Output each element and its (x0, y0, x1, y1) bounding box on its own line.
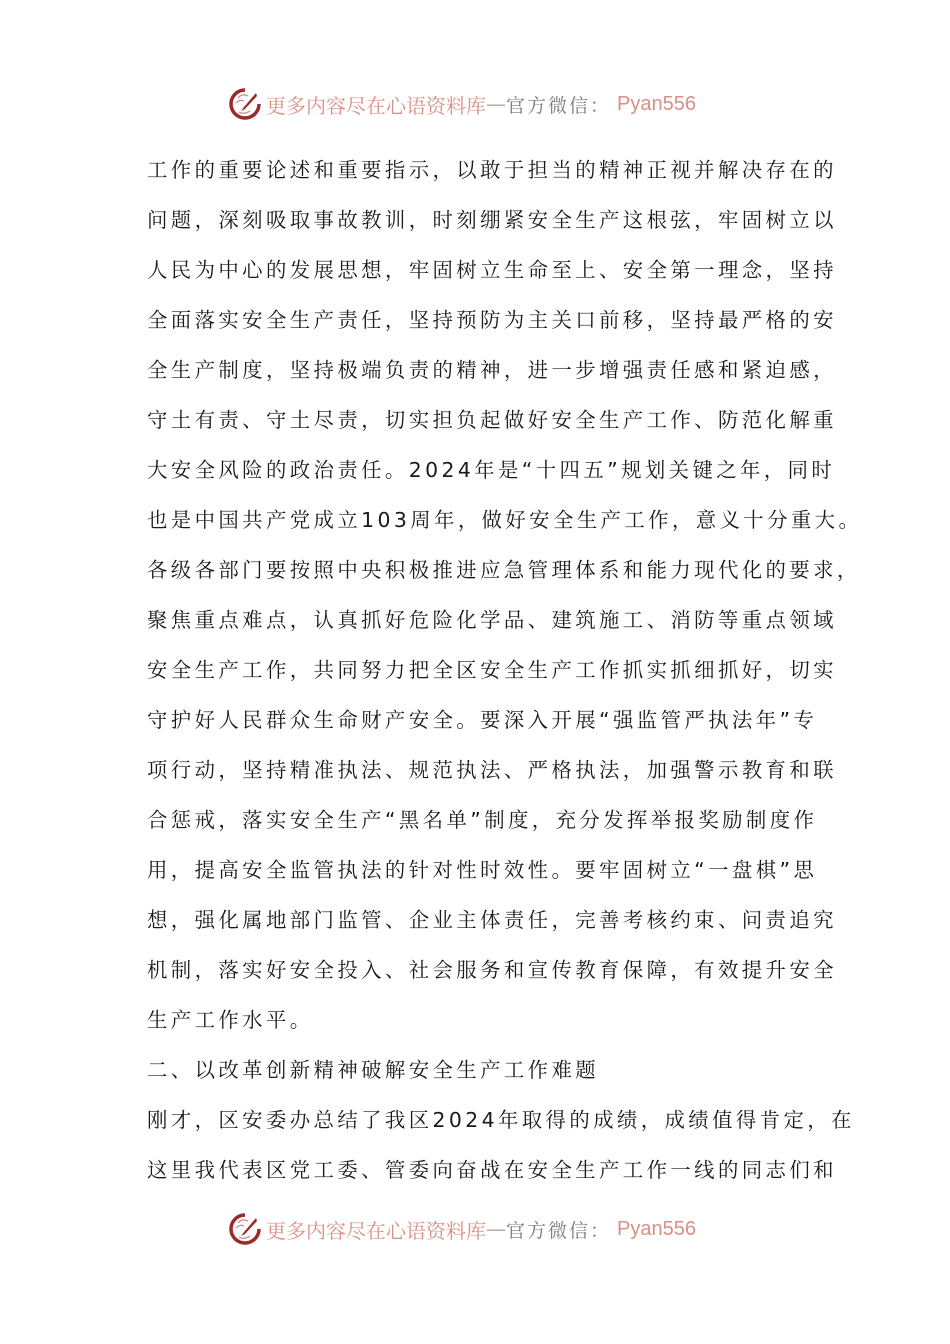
text-line: 也是中国共产党成立103周年，做好安全生产工作，意义十分重大。 (147, 508, 863, 532)
text-line: 机制，落实好安全投入、社会服务和宣传教育保障，有效提升安全 (147, 958, 837, 982)
banner-wechat-label: 官方微信： (506, 94, 612, 117)
text-line: 安全生产工作，共同努力把全区安全生产工作抓实抓细抓好，切实 (147, 658, 837, 682)
banner-main-text: 更多内容尽在心语资料库 (266, 93, 486, 118)
text-line: 合惩戒，落实安全生产“黑名单”制度，充分发挥举报奖励制度作 (147, 808, 818, 832)
banner-main-text: 更多内容尽在心语资料库 (266, 1218, 486, 1243)
text-line: 全生产制度，坚持极端负责的精神，进一步增强责任感和紧迫感， (147, 358, 837, 382)
text-line: 刚才，区安委办总结了我区2024年取得的成绩，成绩值得肯定，在 (147, 1108, 855, 1132)
text-line: 想，强化属地部门监管、企业主体责任，完善考核约束、问责追究 (147, 908, 837, 932)
banner-wechat-id: Pyan556 (617, 92, 696, 115)
header-banner (228, 84, 696, 124)
banner-dash: — (486, 92, 506, 116)
text-line: 人民为中心的发展思想，牢固树立生命至上、安全第一理念，坚持 (147, 258, 837, 282)
text-line: 生产工作水平。 (147, 1008, 314, 1032)
banner-wechat-id: Pyan556 (617, 1217, 696, 1240)
pen-nib-circle-icon (228, 1212, 262, 1246)
document-body (147, 152, 863, 1202)
text-line: 守土有责、守土尽责，切实担负起做好安全生产工作、防范化解重 (147, 408, 837, 432)
text-line: 项行动，坚持精准执法、规范执法、严格执法，加强警示教育和联 (147, 758, 837, 782)
text-line: 大安全风险的政治责任。2024年是“十四五”规划关键之年，同时 (147, 458, 836, 482)
text-line: 工作的重要论述和重要指示，以敢于担当的精神正视并解决存在的 (147, 158, 837, 182)
footer-banner (228, 1209, 696, 1249)
text-line: 各级各部门要按照中央积极推进应急管理体系和能力现代化的要求， (147, 558, 861, 582)
text-line: 这里我代表区党工委、管委向奋战在安全生产工作一线的同志们和 (147, 1158, 837, 1182)
section-heading: 二、以改革创新精神破解安全生产工作难题 (147, 1058, 600, 1082)
banner-wechat-label: 官方微信： (506, 1219, 612, 1242)
pen-nib-circle-icon (228, 87, 262, 121)
text-line: 全面落实安全生产责任，坚持预防为主关口前移，坚持最严格的安 (147, 308, 837, 332)
text-line: 问题，深刻吸取事故教训，时刻绷紧安全生产这根弦，牢固树立以 (147, 208, 837, 232)
text-line: 守护好人民群众生命财产安全。要深入开展“强监管严执法年”专 (147, 708, 818, 732)
text-line: 用，提高安全监管执法的针对性时效性。要牢固树立“一盘棋”思 (147, 858, 818, 882)
banner-dash: — (486, 1217, 506, 1241)
text-line: 聚焦重点难点，认真抓好危险化学品、建筑施工、消防等重点领域 (147, 608, 837, 632)
